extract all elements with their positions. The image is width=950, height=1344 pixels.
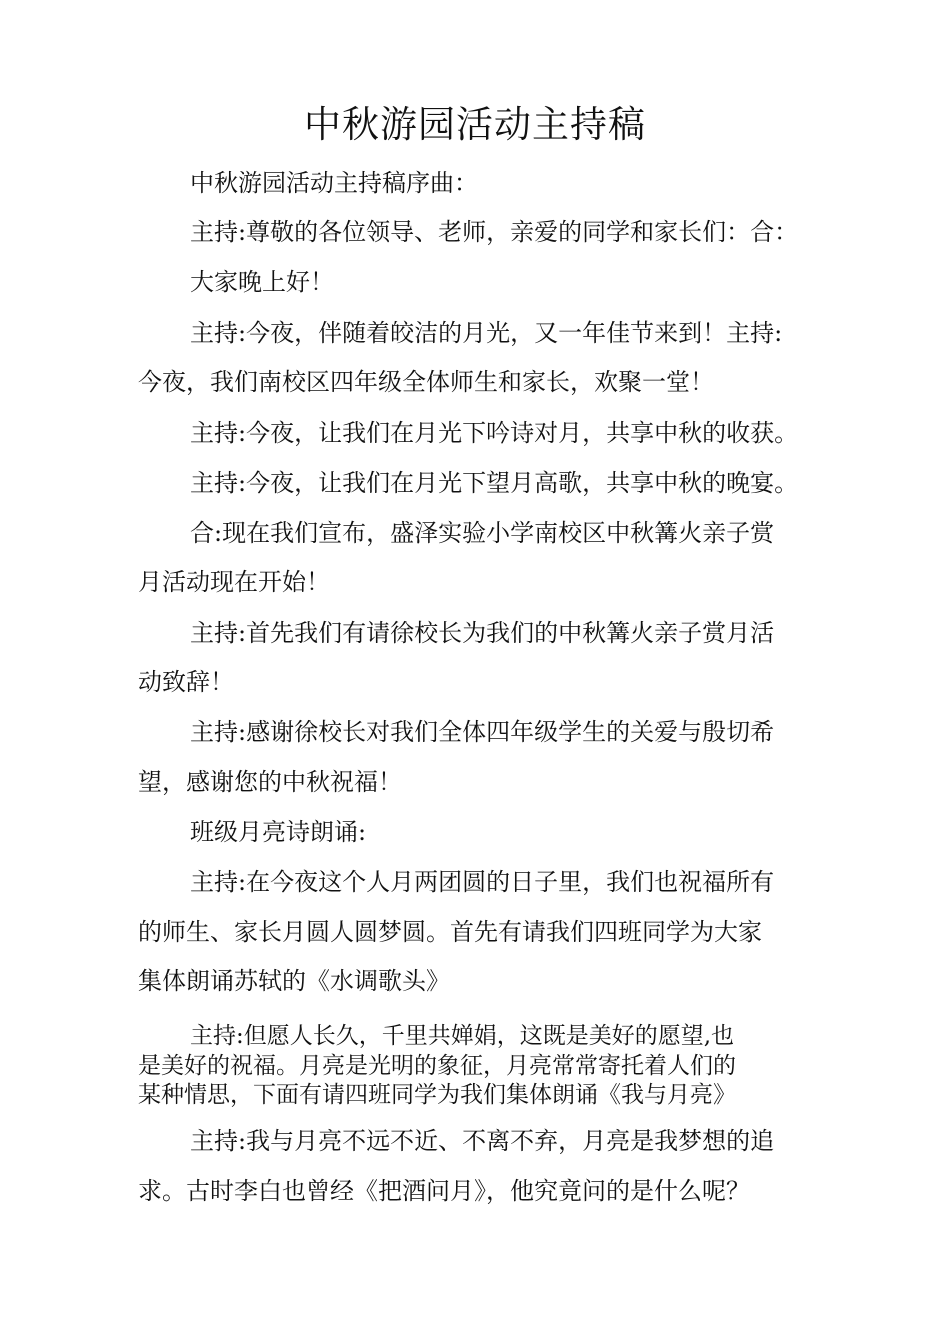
paragraph-line: 某种情思，下面有请四班同学为我们集体朗诵《我与月亮》 bbox=[138, 1082, 736, 1108]
paragraph-line: 今夜，我们南校区四年级全体师生和家长，欢聚一堂！ bbox=[138, 368, 714, 396]
paragraph-line: 主持:感谢徐校长对我们全体四年级学生的关爱与殷切希 bbox=[190, 718, 775, 746]
paragraph-line: 是美好的祝福。月亮是光明的象征，月亮常常寄托着人们的 bbox=[138, 1053, 736, 1079]
paragraph-line: 主持:今夜，让我们在月光下吟诗对月，共享中秋的收获。 bbox=[190, 419, 799, 447]
paragraph-line: 主持:尊敬的各位领导、老师，亲爱的同学和家长们：合： bbox=[190, 218, 799, 246]
paragraph-line: 主持:今夜，伴随着皎洁的月光，又一年佳节来到！主持: bbox=[190, 319, 783, 347]
paragraph-line: 主持:今夜，让我们在月光下望月高歌，共享中秋的晚宴。 bbox=[190, 469, 799, 497]
paragraph-line: 主持:首先我们有请徐校长为我们的中秋篝火亲子赏月活 bbox=[190, 619, 775, 647]
paragraph-line: 合:现在我们宣布，盛泽实验小学南校区中秋篝火亲子赏 bbox=[190, 519, 775, 547]
paragraph-line: 主持:但愿人长久，千里共婵娟，这既是美好的愿望,也 bbox=[190, 1023, 735, 1049]
paragraph-line: 主持:在今夜这个人月两团圆的日子里，我们也祝福所有 bbox=[190, 868, 775, 896]
paragraph-line: 望，感谢您的中秋祝福！ bbox=[138, 768, 402, 796]
paragraph-line: 集体朗诵苏轼的《水调歌头》 bbox=[138, 967, 450, 995]
paragraph-line: 主持:我与月亮不远不近、不离不弃，月亮是我梦想的追 bbox=[190, 1127, 775, 1155]
paragraph-line: 班级月亮诗朗诵: bbox=[190, 818, 367, 846]
paragraph-line: 月活动现在开始！ bbox=[138, 568, 330, 596]
paragraph-line: 的师生、家长月圆人圆梦圆。首先有请我们四班同学为大家 bbox=[138, 918, 762, 946]
paragraph-line: 大家晚上好！ bbox=[190, 268, 334, 296]
paragraph-line: 中秋游园活动主持稿序曲： bbox=[190, 169, 478, 197]
paragraph-line: 求。古时李白也曾经《把酒问月》，他究竟问的是什么呢？ bbox=[138, 1177, 750, 1205]
paragraph-line: 动致辞！ bbox=[138, 668, 234, 696]
document-title: 中秋游园活动主持稿 bbox=[304, 103, 646, 146]
